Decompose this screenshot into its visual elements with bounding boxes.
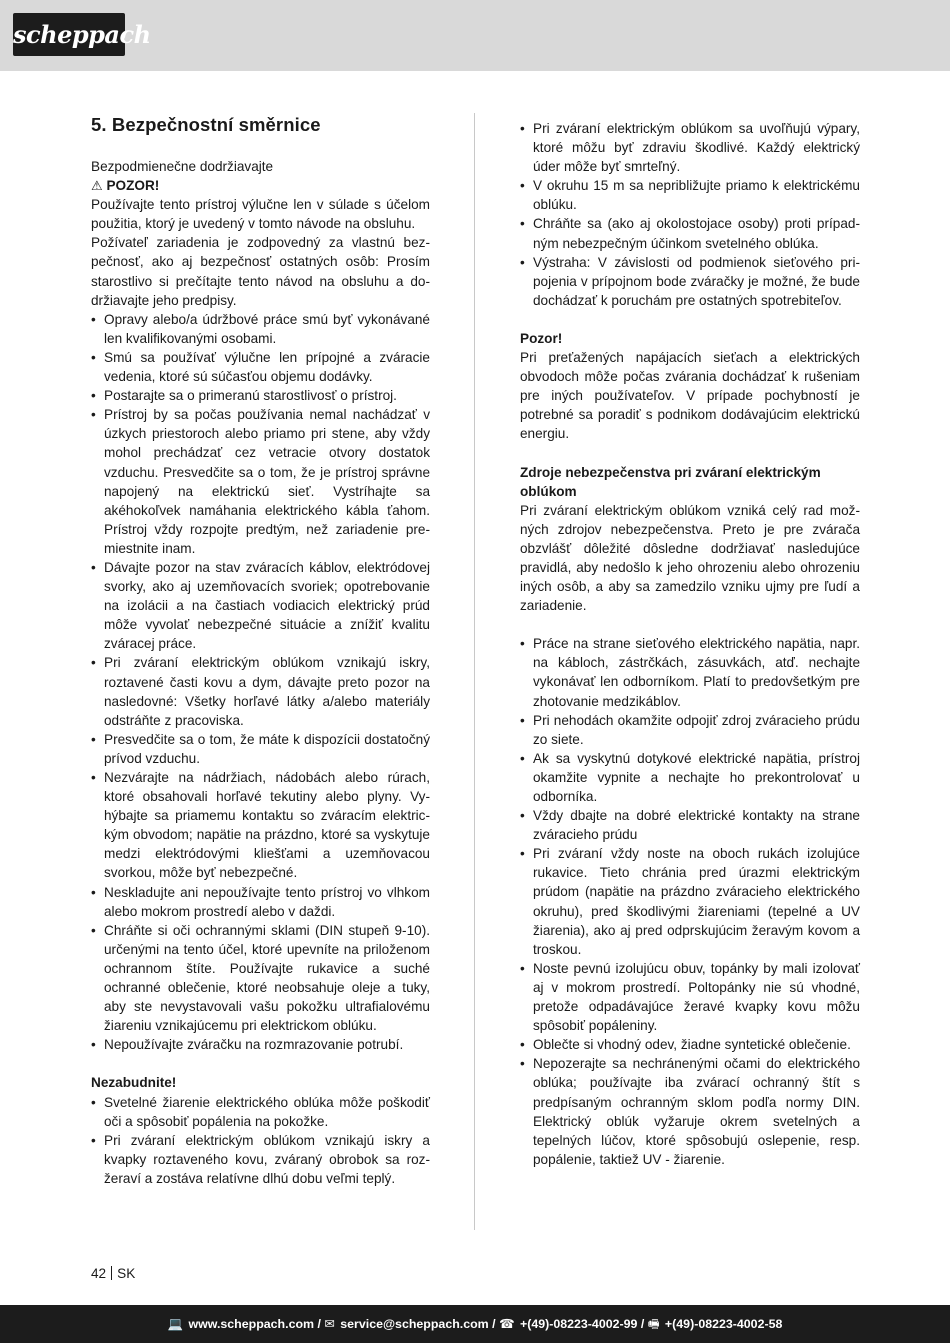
spacer: [520, 310, 860, 329]
spacer: [520, 615, 860, 634]
footer-website-link[interactable]: www.scheppach.com: [188, 1317, 315, 1331]
safety-list-left: [91, 310, 430, 1055]
list-item: • Neskladujte ani nepoužívajte tento prístroj vo vlhkom alebo mokrom prostredí alebo v daždi.: [91, 883, 430, 921]
list-item: • Oblečte si vhodný odev, žiadne syntetické oblečenie.: [520, 1035, 860, 1054]
page-number-separator: [111, 1266, 112, 1280]
caution-text: Pri preťažených napájacích sieťach a elektrických obvodoch môže počas zvárania dochádzať k rušeniam pre iných používateľov. V prípade pochybností je potrebné sa poradiť s podnikom dodávajúcim elektrickú energiu.: [520, 350, 860, 442]
footer-separator: /: [317, 1317, 321, 1331]
warning-label: POZOR!: [106, 178, 160, 194]
list-item: • Dávajte pozor na stav zváracích káblov, elektródovej svorky, ako aj uzemňovacích svoriek; opotrebovanie na izolácii a na častiach vodiacich elektrický prúd môže vyvolať nebezpečné situácie a znížiť kvalitu zváracej práce.: [91, 558, 430, 653]
list-item: • V okruhu 15 m sa nepribližujte priamo k elektrickému oblúku.: [520, 176, 860, 214]
list-item: • Nezvárajte na nádržiach, nádobách alebo rúrach, ktoré obsahovali horľavé tekutiny alebo plyny. Vyhýbajte sa priamemu kontaktu so zváracím elektrickým obvodom; napätie na prázdno, ktoré sa vyskytuje medzi elektródovými kliešťami a uzemňovacou svorkou, môže byť nebezpečné.: [91, 768, 430, 883]
scheppach-logo: scheppach: [13, 13, 125, 56]
list-item: • Pri zváraní elektrickým oblúkom vznikajú iskry a kvapky roztaveného kovu, zváraný obrobok sa rozžeraví a zostáva relatívne dlhú dobu veľmi teplý.: [91, 1131, 430, 1188]
right-column: [520, 119, 860, 1169]
list-item: • Presvedčite sa o tom, že máte k dispozícii dostatočný prívod vzduchu.: [91, 730, 430, 768]
phone-icon: ☎: [499, 1317, 515, 1331]
list-item: • Výstraha: V závislosti od podmienok sieťového pripojenia v prípojnom bode zváračky je možné, že bude dochádzať k poruchám pre ostatných spotrebiteľov.: [520, 253, 860, 310]
list-item: • Ak sa vyskytnú dotykové elektrické napätia, prístroj okamžite vypnite a nechajte ho prekontrolovať u odborníka.: [520, 749, 860, 806]
mail-icon: ✉: [324, 1317, 335, 1331]
warning-triangle-icon: ⚠: [91, 178, 103, 194]
footer-phone: +(49)-08223-4002-99: [519, 1317, 638, 1331]
remember-list: [91, 1093, 430, 1188]
list-item: • Chráňte sa (ako aj okolostojace osoby) proti prípadným nebezpečným účinkom svetelného oblúka.: [520, 214, 860, 252]
column-divider: [474, 113, 475, 1230]
list-item: • Nepozerajte sa nechránenými očami do elektrického oblúka; používajte iba zvárací ochranný štít s predpísaným ochranným sklom podľa normy DIN. Elektrický oblúk vyžaruje okrem svetelných a tepelných lúčov, ktoré spôsobujú oslepenie, resp. popálenie, taktiež UV - žiarenie.: [520, 1054, 860, 1169]
caution-label: Pozor!: [520, 330, 563, 346]
list-item: • Pri zváraní elektrickým oblúkom sa uvoľňujú výpary, ktoré môžu byť zdraviu škodlivé. Každý elektrický úder môže byť smrteľný.: [520, 119, 860, 176]
list-item: • Vždy dbajte na dobré elektrické kontakty na strane zváracieho prúdu: [520, 806, 860, 844]
list-item: • Prístroj by sa počas používania nemal nachádzať v úzkych priestoroch alebo priamo pri stene, aby vždy mohol prechádzať cez vetracie otvory dostatok vzduchu. Presvedčite sa o tom, že je prístroj správne napojený na elektrickú sieť. Vystríhajte sa akéhokoľvek namáhania elektrického kábla ťahom. Prístroj vždy rozpojte predtým, než zariadenie premiestnite inam.: [91, 405, 430, 558]
footer-email-link[interactable]: service@scheppach.com: [340, 1317, 489, 1331]
list-item: • Chráňte si oči ochrannými sklami (DIN stupeň 9-10). určenými na tento účel, ktoré upevníte na priloženom ochrannom štíte. Používajte rukavice a suché ochranné oblečenie, ktoré neobsahuje oleje a tuky, aby ste nevystavovali vašu pokožku ultrafialovému žiareniu vznikajúcemu pri elektrickom oblúku.: [91, 921, 430, 1036]
footer-separator: /: [492, 1317, 496, 1331]
footer-fax: +(49)-08223-4002-58: [664, 1317, 783, 1331]
intro-text: Bezpodmienečne dodržiavajte: [91, 159, 274, 174]
list-item: • Pri zváraní elektrickým oblúkom vznikajú iskry, roztavené časti kovu a dym, dávajte preto pozor na nasledovné: Všetky horľavé látky a/alebo materiály odstráňte z pracoviska.: [91, 653, 430, 729]
header-bar: [0, 0, 950, 71]
list-item: • Svetelné žiarenie elektrického oblúka môže poškodiť oči a spôsobiť popálenia na pokožke.: [91, 1093, 430, 1131]
hazards-text: Pri zváraní elektrickým oblúkom vzniká celý rad možných zdrojov nebezpečenstva. Preto je pre zvárača obzvlášť dôležité dôsledne dodržiavať nasledujúce pravidlá, aby nedošlo k jeho ohrozeniu alebo ohrozeniu iných osôb, a aby sa zamedzilo vzniku ujmy pre ľudí a zariadenie.: [520, 502, 860, 614]
list-item: • Pri zváraní vždy noste na oboch rukách izolujúce rukavice. Tieto chránia pred úrazmi elektrickým prúdom (napätie na prázdno zváracieho elektrického okruhu), pred škodlivými žiareniami (tepelné a UV žiarenia), ako aj pred odprskujúcim žeravým kovom a troskou.: [520, 844, 860, 959]
list-item: • Smú sa používať výlučne len prípojné a zváracie vedenia, ktoré sú súčasťou objemu dodávky.: [91, 348, 430, 386]
list-item: • Postarajte sa o primeranú starostlivosť o prístroj.: [91, 386, 430, 405]
page-number-value: 42: [91, 1266, 107, 1281]
safety-list-right-top: [520, 119, 860, 310]
warning-line: [91, 176, 430, 195]
list-item: • Práce na strane sieťového elektrického napätia, napr. na kábloch, zástrčkách, zásuvkách, atď. nechajte vykonávať len odborníkom. Platí to predovšetkým pre zhotovanie medzikáblov.: [520, 634, 860, 710]
footer-separator: /: [640, 1317, 645, 1331]
spacer: [520, 444, 860, 463]
list-item: • Opravy alebo/a údržbové práce smú byť vykonávané len kvalifikovanými osobami.: [91, 310, 430, 348]
computer-icon: 💻: [167, 1317, 184, 1331]
page-language: SK: [117, 1266, 136, 1281]
spacer: [91, 1054, 430, 1073]
page-number: [91, 1265, 135, 1283]
left-column: [91, 113, 430, 1188]
paragraph-responsibility: Požívateľ zariadenia je zodpovedný za vlastnú bezpečnosť, ako aj bezpečnosť ostatných osôb: Prosím starostlivo si prečítajte tento návod na obsluhu a dodržiavajte jeho predpisy.: [91, 235, 430, 308]
list-item: • Noste pevnú izolujúcu obuv, topánky by mali izolovať aj v mokrom prostredí. Poltopánky nie sú vhodné, pretože odpadávajúce žeravé kvapky kovu môžu spôsobiť popáleniny.: [520, 959, 860, 1035]
safety-list-right-bottom: [520, 634, 860, 1169]
hazards-heading: Zdroje nebezpečenstva pri zváraní elektrickým oblúkom: [520, 464, 821, 499]
fax-icon: 🖷: [647, 1317, 660, 1331]
paragraph-usage: Používajte tento prístroj výlučne len v súlade s účelom použitia, ktorý je uvedený v tomto návode na obsluhu.: [91, 197, 430, 232]
list-item: • Pri nehodách okamžite odpojiť zdroj zváracieho prúdu zo siete.: [520, 711, 860, 749]
section-heading: 5. Bezpečnostní směrnice: [91, 114, 321, 135]
footer-bar: [0, 1305, 950, 1343]
remember-label: Nezabudnite!: [91, 1075, 177, 1091]
list-item: • Nepoužívajte zváračku na rozmrazovanie potrubí.: [91, 1035, 430, 1054]
